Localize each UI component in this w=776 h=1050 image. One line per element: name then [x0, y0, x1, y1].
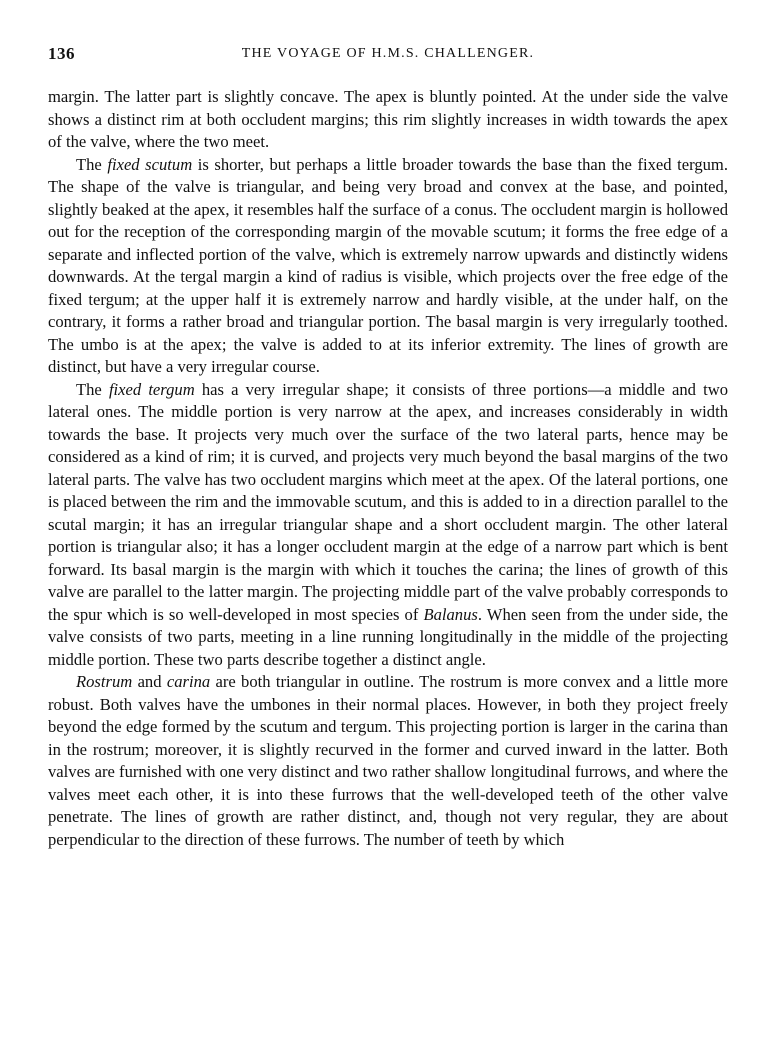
paragraph-text: margin. The latter part is slightly concave. The apex is bluntly pointed. At the under side the valve shows a distinct rim at both occludent margins; this rim slightly increases in width towards the apex of the valve, where the two meet.	[48, 87, 728, 151]
italic-term: fixed scutum	[107, 154, 193, 174]
paragraph-text-continued: . When seen from the under side, the valve consists of two parts, meeting in a line running longitudinally in the middle of the projecting middle portion. These two parts describe together a distinct angle.	[48, 604, 728, 669]
page-header	[48, 44, 728, 66]
running-title: THE VOYAGE OF H.M.S. CHALLENGER.	[241, 46, 535, 61]
paragraph-fixed-tergum	[48, 379, 728, 672]
italic-term: carina	[166, 672, 211, 691]
paragraph-text: are both triangular in outline. The rostrum is more convex and a little more robust. Both valves have the umbones in their normal places. However, in both they project freely beyond the edge formed by the scutum and tergum. This projecting portion is larger in the carina than in the rostrum; moreover, it is slightly recurved in the former and curved inward in the latter. Both valves are furnished with one very distinct and two rather shallow longitudinal furrows, and where the valves meet each other, it is into these furrows that the well-developed teeth of the other valve penetrate. The lines of growth are rather distinct, and, though not very regular, they are about perpendicular to the direction of these furrows. The number of teeth by which	[48, 672, 728, 849]
paragraph-lead: The	[76, 154, 108, 174]
paragraph-continuation	[48, 86, 728, 154]
paragraph-text: is shorter, but perhaps a little broader towards the base than the fixed tergum. The shape of the valve is triangular, and being very broad and convex at the base, and pointed, slightly beaked at the apex, it resembles half the surface of a conus. The occludent margin is hollowed out for the reception of the corresponding margin of the movable scutum; it forms the free edge of a separate and inflected portion of the valve, which is extremely narrow upwards and distinctly widens downwards. At the tergal margin a kind of radius is visible, which projects over the free edge of the fixed tergum; at the upper half it is extremely narrow and hardly visible, at the under half, on the contrary, it forms a rather broad and triangular portion. The basal margin is very irregularly toothed. The umbo is at the apex; the valve is added to at its inferior extremity. The lines of growth are distinct, but have a very irregular course.	[48, 154, 728, 376]
body-text	[48, 86, 728, 851]
page-number: 136	[48, 44, 75, 63]
paragraph-connector: and	[132, 672, 167, 691]
paragraph-text: has a very irregular shape; it consists of three portions—a middle and two lateral ones. The middle portion is very narrow at the apex, and increases considerably in width towards the base. It projects very much over the surface of the two lateral parts, hence may be considered as a kind of rim; it is curved, and projects very much beyond the basal margins of the two lateral parts. The valve has two occludent margins which meet at the apex. Of the lateral portions, one is placed between the rim and the immovable scutum, and this is added to in a direction parallel to the scutal margin; it has an irregular triangular shape and a short occludent margin. The other lateral portion is triangular also; it has a longer occludent margin at the edge of a narrow part which is bent forward. Its basal margin is the margin with which it touches the carina; the lines of growth of this valve are parallel to the latter margin. The projecting middle part of the valve probably corresponds to the spur which is so well-developed in most species of	[48, 379, 728, 624]
italic-term: Rostrum	[76, 672, 133, 691]
paragraph-rostrum-carina	[48, 671, 728, 851]
paragraph-fixed-scutum	[48, 154, 728, 379]
italic-genus: Balanus	[423, 604, 478, 624]
paragraph-lead: The	[76, 379, 109, 399]
italic-term: fixed tergum	[108, 379, 195, 399]
